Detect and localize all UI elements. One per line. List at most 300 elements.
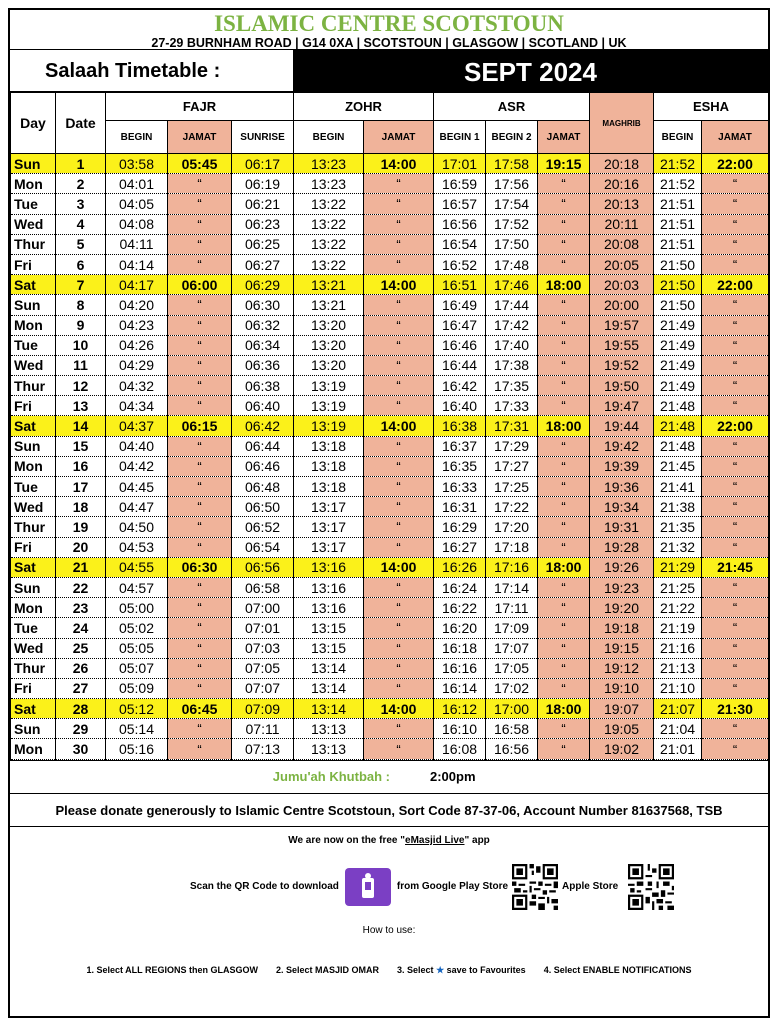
cell-maghrib: 19:28 xyxy=(590,537,654,557)
cell-date: 7 xyxy=(56,275,106,295)
table-row xyxy=(11,477,769,497)
cell-zohr-jamat: “ xyxy=(364,739,434,759)
cell-sunrise: 06:36 xyxy=(232,355,294,375)
cell-day: Mon xyxy=(11,315,56,335)
col-zohr-jamat: JAMAT xyxy=(364,121,434,154)
cell-fajr-begin: 04:14 xyxy=(106,254,168,274)
cell-asr-begin1: 16:08 xyxy=(434,739,486,759)
cell-sunrise: 06:40 xyxy=(232,396,294,416)
cell-date: 20 xyxy=(56,537,106,557)
cell-sunrise: 06:17 xyxy=(232,154,294,174)
cell-zohr-begin: 13:15 xyxy=(294,638,364,658)
cell-esha-jamat: 22:00 xyxy=(702,275,769,295)
cell-esha-begin: 21:22 xyxy=(654,598,702,618)
cell-fajr-begin: 05:02 xyxy=(106,618,168,638)
cell-maghrib: 19:02 xyxy=(590,739,654,759)
table-row xyxy=(11,699,769,719)
cell-esha-jamat: “ xyxy=(702,456,769,476)
cell-sunrise: 06:21 xyxy=(232,194,294,214)
cell-zohr-jamat: “ xyxy=(364,456,434,476)
cell-asr-begin1: 16:46 xyxy=(434,335,486,355)
cell-maghrib: 19:10 xyxy=(590,678,654,698)
star-icon: ★ xyxy=(436,964,445,975)
cell-asr-begin1: 16:44 xyxy=(434,355,486,375)
cell-asr-begin2: 17:14 xyxy=(486,577,538,597)
cell-asr-jamat: “ xyxy=(538,517,590,537)
cell-fajr-begin: 05:12 xyxy=(106,699,168,719)
app-intro xyxy=(10,835,768,846)
cell-fajr-jamat: “ xyxy=(168,174,232,194)
table-row xyxy=(11,194,769,214)
cell-day: Thur xyxy=(11,376,56,396)
cell-zohr-jamat: “ xyxy=(364,214,434,234)
cell-maghrib: 20:08 xyxy=(590,234,654,254)
cell-asr-jamat: “ xyxy=(538,315,590,335)
cell-sunrise: 07:03 xyxy=(232,638,294,658)
cell-date: 1 xyxy=(56,154,106,174)
cell-esha-jamat: 22:00 xyxy=(702,154,769,174)
cell-asr-jamat: “ xyxy=(538,598,590,618)
table-row xyxy=(11,396,769,416)
cell-asr-jamat: “ xyxy=(538,577,590,597)
cell-sunrise: 07:13 xyxy=(232,739,294,759)
cell-maghrib: 19:39 xyxy=(590,456,654,476)
cell-asr-jamat: “ xyxy=(538,638,590,658)
cell-asr-begin2: 17:25 xyxy=(486,477,538,497)
cell-fajr-jamat: “ xyxy=(168,577,232,597)
cell-asr-jamat: “ xyxy=(538,254,590,274)
cell-maghrib: 20:11 xyxy=(590,214,654,234)
cell-maghrib: 19:12 xyxy=(590,658,654,678)
cell-fajr-begin: 04:50 xyxy=(106,517,168,537)
cell-asr-begin1: 16:42 xyxy=(434,376,486,396)
apple-store-qr-icon[interactable] xyxy=(628,864,674,910)
cell-asr-begin2: 17:46 xyxy=(486,275,538,295)
cell-asr-jamat: “ xyxy=(538,355,590,375)
cell-maghrib: 20:00 xyxy=(590,295,654,315)
cell-sunrise: 06:58 xyxy=(232,577,294,597)
cell-day: Sun xyxy=(11,436,56,456)
cell-asr-jamat: “ xyxy=(538,739,590,759)
cell-day: Sat xyxy=(11,275,56,295)
cell-zohr-begin: 13:21 xyxy=(294,275,364,295)
table-row xyxy=(11,174,769,194)
cell-fajr-jamat: “ xyxy=(168,678,232,698)
cell-asr-jamat: “ xyxy=(538,537,590,557)
cell-asr-begin2: 17:16 xyxy=(486,557,538,577)
cell-esha-jamat: “ xyxy=(702,577,769,597)
cell-fajr-jamat: “ xyxy=(168,436,232,456)
cell-day: Fri xyxy=(11,396,56,416)
table-row xyxy=(11,376,769,396)
cell-asr-jamat: 18:00 xyxy=(538,699,590,719)
cell-fajr-jamat: “ xyxy=(168,739,232,759)
cell-asr-jamat: “ xyxy=(538,456,590,476)
col-asr-begin1: BEGIN 1 xyxy=(434,121,486,154)
cell-fajr-begin: 04:45 xyxy=(106,477,168,497)
cell-maghrib: 19:44 xyxy=(590,416,654,436)
cell-esha-begin: 21:16 xyxy=(654,638,702,658)
cell-asr-jamat: “ xyxy=(538,214,590,234)
centre-address: 27-29 BURNHAM ROAD | G14 0XA | SCOTSTOUN | GLASGOW | SCOTLAND | UK xyxy=(151,36,627,50)
cell-day: Sat xyxy=(11,557,56,577)
table-row xyxy=(11,739,769,759)
cell-esha-jamat: “ xyxy=(702,254,769,274)
cell-asr-begin1: 16:27 xyxy=(434,537,486,557)
cell-asr-begin2: 17:11 xyxy=(486,598,538,618)
cell-esha-begin: 21:45 xyxy=(654,456,702,476)
cell-sunrise: 07:01 xyxy=(232,618,294,638)
cell-zohr-jamat: 14:00 xyxy=(364,416,434,436)
cell-asr-begin2: 17:54 xyxy=(486,194,538,214)
table-row xyxy=(11,618,769,638)
cell-zohr-begin: 13:22 xyxy=(294,254,364,274)
cell-date: 28 xyxy=(56,699,106,719)
cell-asr-begin2: 17:35 xyxy=(486,376,538,396)
cell-asr-begin2: 17:22 xyxy=(486,497,538,517)
step-1: 1. Select ALL REGIONS then GLASGOW xyxy=(86,964,258,975)
step-3-pre: 3. Select xyxy=(397,964,434,975)
cell-maghrib: 19:42 xyxy=(590,436,654,456)
google-play-text: from Google Play Store xyxy=(396,881,509,893)
cell-esha-jamat: 21:30 xyxy=(702,699,769,719)
cell-esha-jamat: “ xyxy=(702,618,769,638)
cell-date: 27 xyxy=(56,678,106,698)
cell-fajr-jamat: 06:45 xyxy=(168,699,232,719)
cell-maghrib: 19:15 xyxy=(590,638,654,658)
cell-day: Fri xyxy=(11,678,56,698)
cell-asr-jamat: 18:00 xyxy=(538,416,590,436)
cell-asr-jamat: “ xyxy=(538,436,590,456)
cell-asr-begin2: 17:20 xyxy=(486,517,538,537)
cell-date: 9 xyxy=(56,315,106,335)
app-intro-post: " app xyxy=(464,834,490,846)
cell-fajr-jamat: “ xyxy=(168,335,232,355)
title-block xyxy=(10,10,768,50)
table-row xyxy=(11,295,769,315)
cell-asr-jamat: “ xyxy=(538,234,590,254)
table-row xyxy=(11,537,769,557)
cell-asr-begin1: 16:12 xyxy=(434,699,486,719)
cell-zohr-jamat: “ xyxy=(364,658,434,678)
cell-zohr-jamat: “ xyxy=(364,254,434,274)
cell-zohr-jamat: 14:00 xyxy=(364,557,434,577)
cell-asr-begin2: 17:07 xyxy=(486,638,538,658)
cell-fajr-jamat: “ xyxy=(168,376,232,396)
app-name[interactable]: eMasjid Live xyxy=(405,834,465,846)
cell-maghrib: 19:47 xyxy=(590,396,654,416)
cell-zohr-begin: 13:18 xyxy=(294,477,364,497)
cell-asr-begin1: 16:38 xyxy=(434,416,486,436)
jumuah-time: 2:00pm xyxy=(430,769,476,785)
cell-esha-jamat: “ xyxy=(702,537,769,557)
cell-day: Wed xyxy=(11,355,56,375)
cell-sunrise: 06:19 xyxy=(232,174,294,194)
cell-fajr-jamat: 05:45 xyxy=(168,154,232,174)
cell-date: 6 xyxy=(56,254,106,274)
step-4: 4. Select ENABLE NOTIFICATIONS xyxy=(543,964,692,975)
cell-esha-begin: 21:07 xyxy=(654,699,702,719)
qr-row xyxy=(190,867,710,907)
cell-zohr-begin: 13:21 xyxy=(294,295,364,315)
cell-fajr-jamat: 06:00 xyxy=(168,275,232,295)
cell-zohr-jamat: “ xyxy=(364,174,434,194)
cell-asr-begin2: 17:52 xyxy=(486,214,538,234)
cell-asr-begin1: 16:26 xyxy=(434,557,486,577)
cell-fajr-begin: 04:53 xyxy=(106,537,168,557)
cell-asr-jamat: 18:00 xyxy=(538,557,590,577)
cell-sunrise: 06:32 xyxy=(232,315,294,335)
cell-asr-jamat: “ xyxy=(538,194,590,214)
col-esha: ESHA xyxy=(654,93,769,121)
cell-zohr-begin: 13:20 xyxy=(294,335,364,355)
cell-asr-begin1: 16:56 xyxy=(434,214,486,234)
cell-day: Wed xyxy=(11,214,56,234)
cell-esha-jamat: “ xyxy=(702,477,769,497)
cell-asr-jamat: 19:15 xyxy=(538,154,590,174)
cell-zohr-begin: 13:23 xyxy=(294,174,364,194)
col-fajr-begin: BEGIN xyxy=(106,121,168,154)
cell-asr-begin1: 17:01 xyxy=(434,154,486,174)
cell-day: Thur xyxy=(11,234,56,254)
col-asr-jamat: JAMAT xyxy=(538,121,590,154)
cell-esha-begin: 21:35 xyxy=(654,517,702,537)
cell-day: Mon xyxy=(11,739,56,759)
cell-zohr-begin: 13:17 xyxy=(294,517,364,537)
cell-zohr-jamat: “ xyxy=(364,517,434,537)
cell-asr-begin2: 17:31 xyxy=(486,416,538,436)
cell-fajr-jamat: “ xyxy=(168,355,232,375)
cell-asr-jamat: “ xyxy=(538,376,590,396)
cell-asr-begin1: 16:29 xyxy=(434,517,486,537)
cell-esha-begin: 21:49 xyxy=(654,376,702,396)
cell-asr-begin1: 16:22 xyxy=(434,598,486,618)
step-2: 2. Select MASJID OMAR xyxy=(275,964,380,975)
cell-asr-begin2: 17:18 xyxy=(486,537,538,557)
cell-fajr-begin: 03:58 xyxy=(106,154,168,174)
cell-esha-begin: 21:48 xyxy=(654,416,702,436)
cell-fajr-jamat: 06:15 xyxy=(168,416,232,436)
cell-asr-begin2: 17:50 xyxy=(486,234,538,254)
cell-sunrise: 06:52 xyxy=(232,517,294,537)
cell-day: Sun xyxy=(11,719,56,739)
cell-asr-begin2: 17:05 xyxy=(486,658,538,678)
cell-esha-begin: 21:32 xyxy=(654,537,702,557)
cell-maghrib: 19:57 xyxy=(590,315,654,335)
cell-esha-begin: 21:13 xyxy=(654,658,702,678)
cell-fajr-begin: 04:42 xyxy=(106,456,168,476)
table-row xyxy=(11,719,769,739)
cell-asr-begin2: 17:40 xyxy=(486,335,538,355)
cell-fajr-jamat: “ xyxy=(168,456,232,476)
cell-fajr-jamat: “ xyxy=(168,396,232,416)
cell-zohr-begin: 13:15 xyxy=(294,618,364,638)
cell-date: 13 xyxy=(56,396,106,416)
cell-zohr-jamat: “ xyxy=(364,295,434,315)
cell-esha-jamat: “ xyxy=(702,436,769,456)
cell-fajr-jamat: “ xyxy=(168,477,232,497)
cell-asr-jamat: “ xyxy=(538,335,590,355)
cell-date: 8 xyxy=(56,295,106,315)
table-row xyxy=(11,658,769,678)
cell-date: 26 xyxy=(56,658,106,678)
cell-day: Sat xyxy=(11,416,56,436)
cell-day: Tue xyxy=(11,194,56,214)
cell-maghrib: 19:26 xyxy=(590,557,654,577)
cell-esha-begin: 21:29 xyxy=(654,557,702,577)
cell-esha-jamat: “ xyxy=(702,214,769,234)
cell-fajr-jamat: “ xyxy=(168,537,232,557)
cell-fajr-jamat: 06:30 xyxy=(168,557,232,577)
cell-maghrib: 19:50 xyxy=(590,376,654,396)
cell-asr-begin2: 17:56 xyxy=(486,174,538,194)
cell-asr-begin1: 16:59 xyxy=(434,174,486,194)
cell-fajr-jamat: “ xyxy=(168,618,232,638)
cell-sunrise: 06:23 xyxy=(232,214,294,234)
app-intro-pre: We are now on the free " xyxy=(288,834,406,846)
cell-esha-jamat: 22:00 xyxy=(702,416,769,436)
cell-esha-begin: 21:04 xyxy=(654,719,702,739)
cell-esha-begin: 21:50 xyxy=(654,254,702,274)
cell-sunrise: 07:11 xyxy=(232,719,294,739)
cell-asr-begin1: 16:57 xyxy=(434,194,486,214)
cell-esha-begin: 21:52 xyxy=(654,174,702,194)
cell-esha-jamat: “ xyxy=(702,234,769,254)
cell-date: 15 xyxy=(56,436,106,456)
cell-zohr-jamat: “ xyxy=(364,477,434,497)
cell-sunrise: 06:34 xyxy=(232,335,294,355)
cell-zohr-begin: 13:14 xyxy=(294,678,364,698)
cell-day: Tue xyxy=(11,618,56,638)
cell-fajr-jamat: “ xyxy=(168,194,232,214)
cell-asr-begin1: 16:33 xyxy=(434,477,486,497)
cell-maghrib: 19:36 xyxy=(590,477,654,497)
table-row xyxy=(11,154,769,174)
cell-zohr-jamat: “ xyxy=(364,376,434,396)
cell-zohr-begin: 13:22 xyxy=(294,234,364,254)
google-play-qr-icon[interactable] xyxy=(512,864,558,910)
cell-fajr-begin: 04:17 xyxy=(106,275,168,295)
cell-zohr-jamat: 14:00 xyxy=(364,699,434,719)
cell-fajr-begin: 04:57 xyxy=(106,577,168,597)
col-day: Day xyxy=(11,93,56,154)
cell-day: Thur xyxy=(11,658,56,678)
cell-fajr-begin: 04:32 xyxy=(106,376,168,396)
cell-asr-begin2: 17:02 xyxy=(486,678,538,698)
cell-esha-jamat: “ xyxy=(702,598,769,618)
col-esha-jamat: JAMAT xyxy=(702,121,769,154)
cell-zohr-jamat: “ xyxy=(364,335,434,355)
cell-esha-jamat: “ xyxy=(702,335,769,355)
centre-name: ISLAMIC CENTRE SCOTSTOUN xyxy=(214,11,564,36)
cell-maghrib: 19:07 xyxy=(590,699,654,719)
cell-fajr-jamat: “ xyxy=(168,234,232,254)
cell-esha-begin: 21:49 xyxy=(654,335,702,355)
cell-asr-begin1: 16:40 xyxy=(434,396,486,416)
cell-fajr-jamat: “ xyxy=(168,638,232,658)
cell-asr-begin2: 17:27 xyxy=(486,456,538,476)
cell-esha-begin: 21:10 xyxy=(654,678,702,698)
cell-date: 5 xyxy=(56,234,106,254)
cell-fajr-jamat: “ xyxy=(168,517,232,537)
cell-esha-jamat: “ xyxy=(702,497,769,517)
cell-asr-begin1: 16:18 xyxy=(434,638,486,658)
cell-fajr-begin: 05:09 xyxy=(106,678,168,698)
table-row xyxy=(11,557,769,577)
cell-asr-begin1: 16:52 xyxy=(434,254,486,274)
cell-date: 23 xyxy=(56,598,106,618)
cell-fajr-jamat: “ xyxy=(168,497,232,517)
cell-date: 21 xyxy=(56,557,106,577)
cell-asr-begin2: 16:58 xyxy=(486,719,538,739)
cell-zohr-jamat: “ xyxy=(364,638,434,658)
cell-esha-begin: 21:38 xyxy=(654,497,702,517)
cell-fajr-begin: 04:01 xyxy=(106,174,168,194)
cell-day: Mon xyxy=(11,174,56,194)
cell-zohr-begin: 13:20 xyxy=(294,355,364,375)
cell-sunrise: 06:29 xyxy=(232,275,294,295)
col-esha-begin: BEGIN xyxy=(654,121,702,154)
cell-day: Sat xyxy=(11,699,56,719)
cell-asr-begin2: 17:44 xyxy=(486,295,538,315)
cell-esha-jamat: “ xyxy=(702,396,769,416)
cell-esha-begin: 21:49 xyxy=(654,355,702,375)
cell-fajr-begin: 05:16 xyxy=(106,739,168,759)
cell-maghrib: 20:16 xyxy=(590,174,654,194)
cell-asr-begin1: 16:35 xyxy=(434,456,486,476)
cell-fajr-jamat: “ xyxy=(168,315,232,335)
table-row xyxy=(11,416,769,436)
cell-zohr-begin: 13:14 xyxy=(294,699,364,719)
cell-fajr-begin: 04:37 xyxy=(106,416,168,436)
cell-esha-begin: 21:51 xyxy=(654,214,702,234)
cell-date: 24 xyxy=(56,618,106,638)
cell-zohr-begin: 13:16 xyxy=(294,557,364,577)
cell-day: Tue xyxy=(11,477,56,497)
cell-zohr-jamat: “ xyxy=(364,497,434,517)
cell-zohr-begin: 13:18 xyxy=(294,436,364,456)
cell-esha-jamat: “ xyxy=(702,658,769,678)
cell-esha-begin: 21:50 xyxy=(654,295,702,315)
cell-zohr-begin: 13:19 xyxy=(294,376,364,396)
table-row xyxy=(11,275,769,295)
cell-date: 17 xyxy=(56,477,106,497)
table-row xyxy=(11,456,769,476)
table-row xyxy=(11,436,769,456)
cell-fajr-jamat: “ xyxy=(168,598,232,618)
cell-esha-jamat: “ xyxy=(702,638,769,658)
cell-asr-begin1: 16:24 xyxy=(434,577,486,597)
cell-date: 14 xyxy=(56,416,106,436)
cell-maghrib: 19:55 xyxy=(590,335,654,355)
cell-zohr-jamat: “ xyxy=(364,598,434,618)
table-row xyxy=(11,577,769,597)
table-row xyxy=(11,355,769,375)
instruction-steps xyxy=(10,965,768,976)
cell-zohr-jamat: “ xyxy=(364,396,434,416)
cell-day: Sun xyxy=(11,577,56,597)
cell-day: Sun xyxy=(11,154,56,174)
col-asr: ASR xyxy=(434,93,590,121)
cell-asr-jamat: “ xyxy=(538,678,590,698)
cell-asr-jamat: “ xyxy=(538,719,590,739)
cell-esha-begin: 21:25 xyxy=(654,577,702,597)
cell-zohr-jamat: “ xyxy=(364,194,434,214)
scan-text: Scan the QR Code to download xyxy=(190,881,339,893)
cell-date: 30 xyxy=(56,739,106,759)
cell-sunrise: 06:56 xyxy=(232,557,294,577)
cell-asr-begin2: 17:00 xyxy=(486,699,538,719)
